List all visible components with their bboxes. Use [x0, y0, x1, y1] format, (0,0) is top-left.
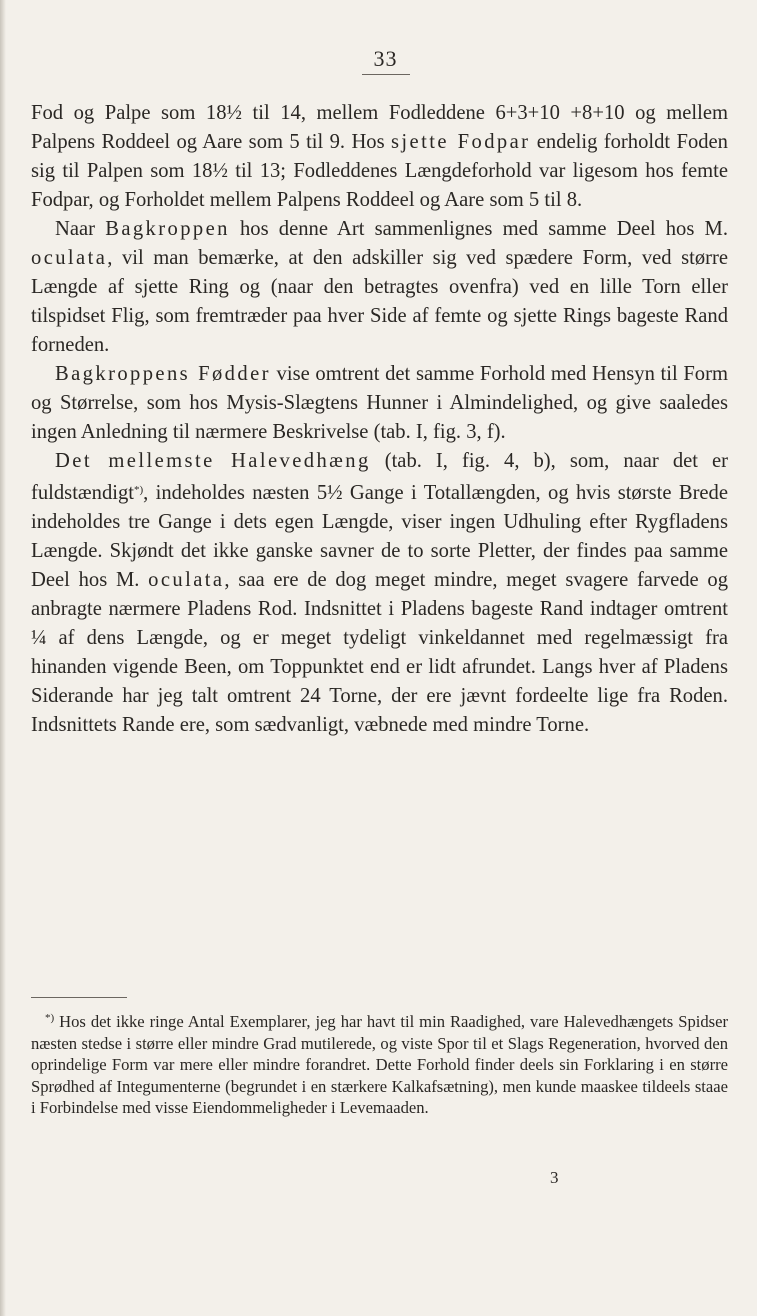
paragraph-3: Bagkroppens Fødder vise omtrent det samme Forhold med Hensyn til Form og Størrelse, som hos Mysis-Slægtens Hunner i Almindelighed, og give saaledes ingen Anledning til nærmere Beskrivelse (tab. I, fig. 3, f). — [31, 363, 728, 443]
footnote-mark: *) — [45, 1012, 55, 1024]
species-name: oculata — [31, 247, 108, 269]
spaced-term: Det mellemste Halevedhæng — [55, 450, 371, 472]
page-gutter-shadow — [0, 0, 6, 1316]
spaced-term: Bagkroppen — [105, 218, 230, 240]
paragraph-2: Naar Bagkroppen hos denne Art sammenlignes med samme Deel hos M. oculata, vil man bemærke, at den adskiller sig ved spædere Form, ved større Længde af sjette Ring og (naar den betragtes ovenfra) ved en lille Torn eller tilspidset Flig, som fremtræder paa hver Side af femte og sjette Rings bageste Rand forneden. — [31, 218, 728, 356]
footnote-paragraph — [31, 1008, 728, 1119]
signature-mark: 3 — [550, 1168, 559, 1187]
spaced-term: sjette Fodpar — [391, 131, 531, 153]
page-number: 33 — [0, 46, 757, 75]
footnote-divider — [31, 997, 127, 998]
footnote — [31, 1008, 728, 1119]
spaced-term: Bagkroppens Fødder — [55, 363, 271, 385]
species-name: oculata — [148, 569, 225, 591]
body-text — [31, 99, 728, 740]
paragraph-1: Fod og Palpe som 18½ til 14, mellem Fodleddene 6+3+10 +8+10 og mellem Palpens Roddeel og Aare som 5 til 9. Hos sjette Fodpar endelig forholdt Foden sig til Palpen som 18½ til 13; Fodleddenes Længdeforhold var ligesom hos femte Fodpar, og Forholdet mellem Palpens Roddeel og Aare som 5 til 8. — [31, 102, 728, 211]
footnote-reference: *) — [133, 484, 144, 496]
paragraph-4: Det mellemste Halevedhæng (tab. I, fig. 4, b), som, naar det er fuldstændigt*), indeholdes næsten 5½ Gange i Totallængden, og hvis største Brede indeholdes tre Gange i dets egen Længde, viser ingen Udhuling efter Rygfladens Længde. Skjøndt det ikke ganske savner de to sorte Pletter, der findes paa samme Deel hos M. oculata, saa ere de dog meget mindre, meget svagere farvede og anbragte nærmere Pladens Rod. Indsnittet i Pladens bageste Rand indtager omtrent ¼ af dens Længde, og er meget tydeligt vinkeldannet med regelmæssigt fra hinanden vigende Been, om Toppunktet end er lidt afrundet. Langs hver af Pladens Siderande har jeg talt omtrent 24 Torne, der ere jævnt fordeelte lige fra Roden. Indsnittets Rande ere, som sædvanligt, væbnede med mindre Torne. — [31, 450, 729, 736]
footnote-text: Hos det ikke ringe Antal Exemplarer, jeg har havt til min Raadighed, vare Halevedhængets Spidser næsten stedse i større eller mindre Grad mutilerede, og viste Spor til et Slags Regeneration, hvorved den oprindelige Form var mere eller mindre forandret. Dette Forhold finder deels sin Forklaring i en større Sprødhed af Integumenterne (begrundet i en stærkere Kalkafsætning), men kunde maaskee tildeels staae i Forbindelse med visse Eiendommeligheder i Levemaaden. — [31, 1012, 728, 1117]
